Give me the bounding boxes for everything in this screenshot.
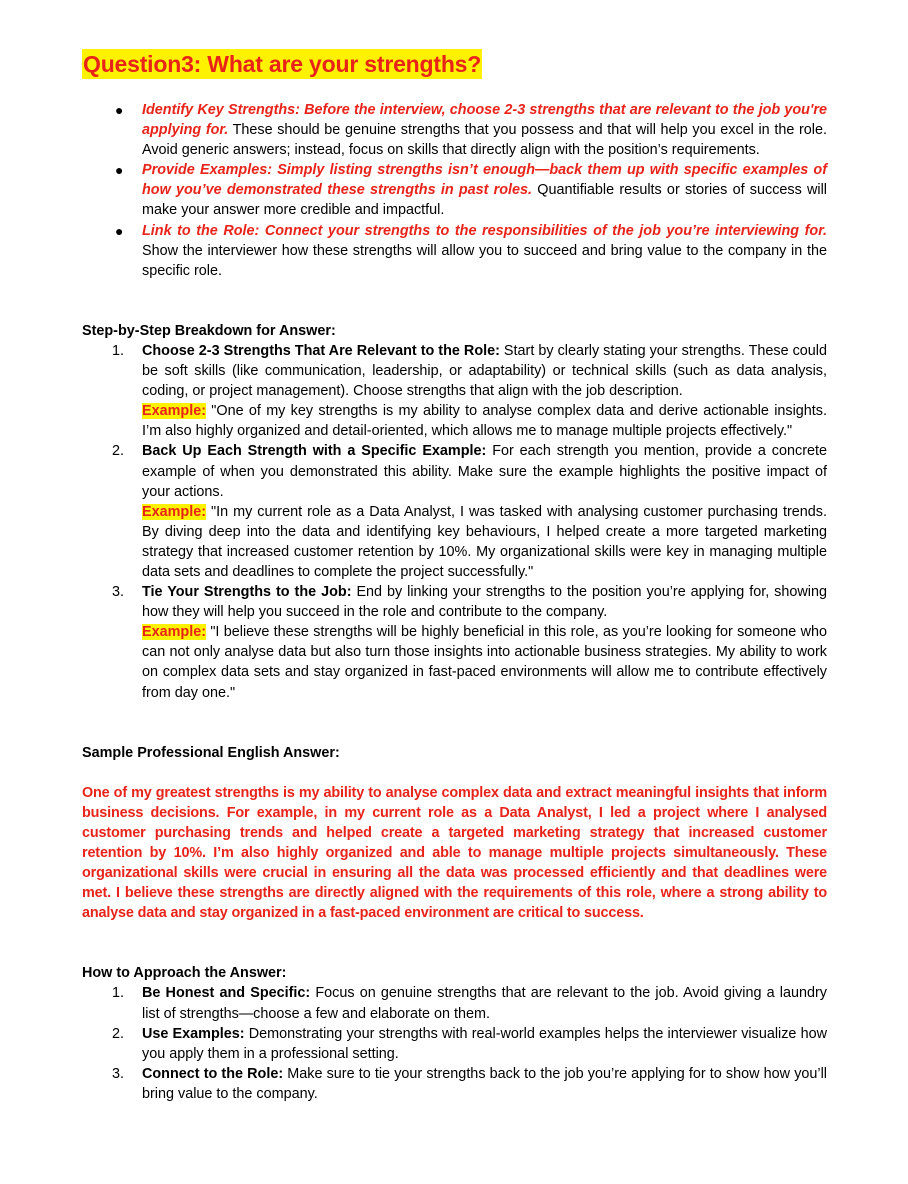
tip-body: Show the interviewer how these strengths will allow you to succeed and bring value to the company in the specific role. bbox=[142, 242, 827, 279]
step-number: 2. bbox=[112, 443, 125, 460]
step-text: End by linking your strengths to the position you’re applying for, showing how they will help you succeed in the role and contribute to the company. bbox=[142, 584, 827, 621]
list-item bbox=[82, 1064, 827, 1104]
breakdown-steps bbox=[82, 341, 827, 703]
step-label: Back Up Each Strength with a Specific Example: bbox=[142, 443, 487, 460]
approach-text: Make sure to tie your strengths back to the job you’re applying for to show how you’ll bring value to the company. bbox=[142, 1065, 827, 1102]
step-number: 1. bbox=[112, 985, 125, 1002]
list-item bbox=[82, 221, 827, 281]
approach-label: Be Honest and Specific: bbox=[142, 985, 311, 1002]
example-label: Example: bbox=[142, 503, 206, 520]
list-item bbox=[82, 1024, 827, 1064]
bullet-icon: ● bbox=[115, 102, 124, 118]
tips-list bbox=[82, 100, 827, 281]
step-example bbox=[142, 622, 827, 702]
example-text: "In my current role as a Data Analyst, I was tasked with analysing customer purchasing trends. By diving deep into the data and identifying key behaviours, I helped create a more targeted marketing strategy that increased customer retention by 10%. My organizational skills were key in managing multiple data sets and deadlines to complete the project successfully." bbox=[142, 503, 827, 580]
example-label: Example: bbox=[142, 403, 206, 420]
approach-text: Focus on genuine strengths that are relevant to the job. Avoid giving a laundry list of strengths—choose a few and elaborate on them. bbox=[142, 985, 828, 1022]
approach-label: Use Examples: bbox=[142, 1025, 245, 1042]
list-item bbox=[82, 100, 827, 160]
tip-lead: Provide Examples: Simply listing strengths isn’t enough—back them up with specific examples of how you’ve demonstrated these strengths in past roles. bbox=[142, 162, 827, 199]
tip-body: These should be genuine strengths that you possess and that will help you excel in the role. Avoid generic answers; instead, focus on skills that directly align with the position’s requirements. bbox=[142, 122, 827, 159]
list-item bbox=[82, 341, 827, 441]
step-example bbox=[142, 401, 827, 441]
page-title: Question3: What are your strengths? bbox=[83, 51, 482, 77]
example-text: "One of my key strengths is my ability to analyse complex data and derive actionable insights. I’m also highly organized and detail-oriented, which allows me to manage multiple projects effectively." bbox=[142, 403, 827, 440]
document-page bbox=[82, 49, 827, 1104]
step-text: For each strength you mention, provide a concrete example of when you demonstrated this ability. Make sure the example highlights the positive impact of your actions. bbox=[142, 443, 827, 500]
approach-list bbox=[82, 983, 827, 1104]
step-label: Tie Your Strengths to the Job: bbox=[142, 584, 352, 601]
list-item bbox=[82, 160, 827, 220]
sample-heading: Sample Professional English Answer: bbox=[82, 744, 340, 761]
breakdown-heading: Step-by-Step Breakdown for Answer: bbox=[82, 322, 336, 339]
tip-body: Quantifiable results or stories of success will make your answer more credible and impactful. bbox=[142, 182, 828, 219]
step-label: Choose 2-3 Strengths That Are Relevant to the Role: bbox=[142, 342, 500, 359]
step-example bbox=[142, 502, 827, 582]
step-text: Start by clearly stating your strengths. These could be soft skills (like communication, leadership, or adaptability) or technical skills (such as data analysis, coding, or project management). Choose strengths that align with the job description. bbox=[142, 342, 827, 400]
tip-lead: Identify Key Strengths: Before the interview, choose 2-3 strengths that are relevant to the job you're applying for. bbox=[142, 102, 827, 139]
step-number: 1. bbox=[112, 342, 125, 359]
approach-text: Demonstrating your strengths with real-world examples helps the interviewer visualize how you apply them in a professional setting. bbox=[142, 1025, 827, 1062]
step-number: 3. bbox=[112, 584, 125, 601]
bullet-icon: ● bbox=[115, 162, 124, 179]
list-item bbox=[82, 983, 827, 1023]
approach-label: Connect to the Role: bbox=[142, 1065, 284, 1082]
list-item bbox=[82, 582, 827, 703]
list-item bbox=[82, 441, 827, 582]
example-text: "I believe these strengths will be highly beneficial in this role, as you’re looking for someone who can not only analyse data but also turn those insights into actionable business strategies. My ability to work on complex data sets and stay organized in fast-paced environments will allow me to contribute effectively from day one." bbox=[142, 624, 827, 701]
example-label: Example: bbox=[142, 624, 206, 641]
sample-answer: One of my greatest strengths is my ability to analyse complex data and extract meaningful insights that inform business decisions. For example, in my current role as a Data Analyst, I led a project where I analysed customer purchasing trends and helped create a targeted marketing strategy that increased customer retention by 10%. I’m also highly organized and able to manage multiple projects simultaneously. These organizational skills were crucial in ensuring all the data was processed efficiently and that deadlines were met. I believe these strengths are directly aligned with the requirements of this role, where a strong ability to analyse data and stay organized in a fast-paced environment are critical to success. bbox=[82, 784, 827, 922]
step-number: 3. bbox=[112, 1065, 125, 1082]
step-number: 2. bbox=[112, 1025, 125, 1042]
approach-heading: How to Approach the Answer: bbox=[82, 965, 287, 982]
tip-lead: Link to the Role: Connect your strengths to the responsibilities of the job you’re interviewing for. bbox=[142, 222, 827, 239]
bullet-icon: ● bbox=[115, 222, 124, 239]
